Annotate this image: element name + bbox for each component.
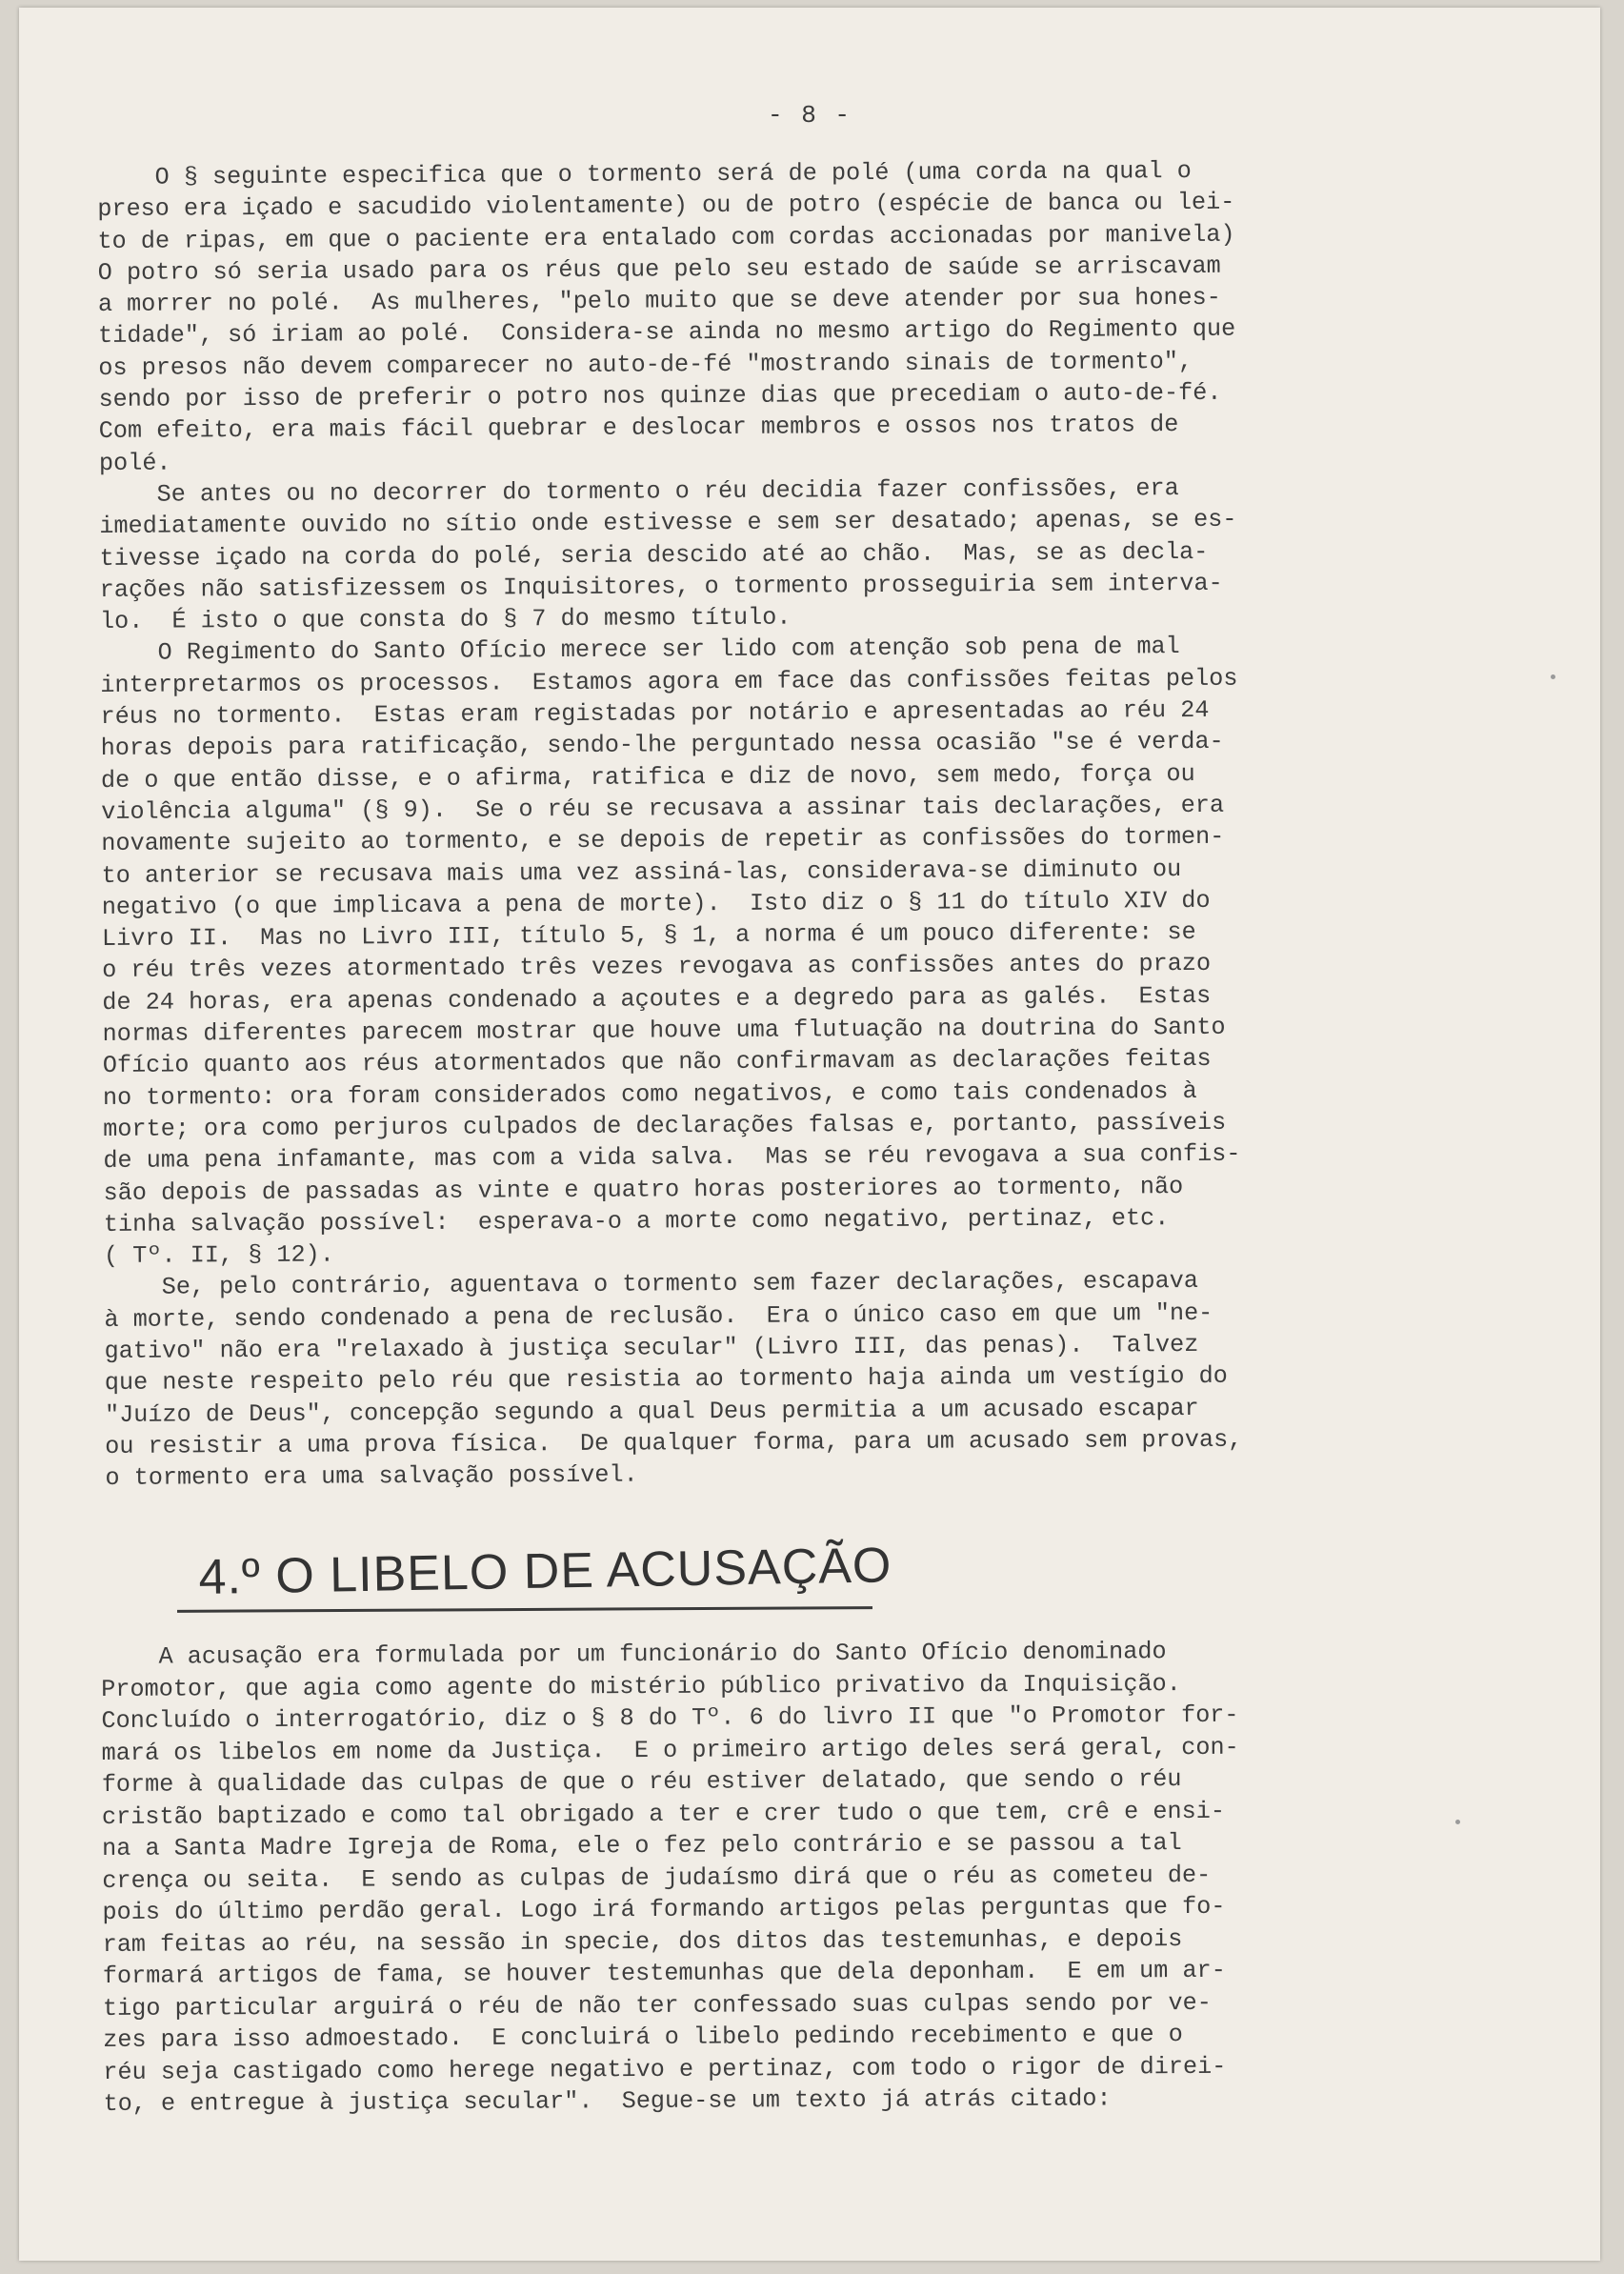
text-line: violência alguma" (§ 9). Se o réu se recusava a assinar tais declarações, era	[101, 791, 1225, 826]
text-line: a morrer no polé. As mulheres, "pelo muito que se deve atender por sua hones-	[97, 283, 1221, 319]
text-line: preso era içado e sacudido violentamente) ou de potro (espécie de banca ou lei-	[97, 189, 1235, 224]
heading-underline	[177, 1606, 872, 1613]
text-line: mará os libelos em nome da Justiça. E o primeiro artigo deles será geral, con-	[101, 1733, 1239, 1767]
text-line: to, e entregue à justiça secular". Segue-se um texto já atrás citado:	[103, 2084, 1112, 2118]
text-line: pois do último perdão geral. Logo irá formando artigos pelas perguntas que fo-	[102, 1892, 1226, 1926]
text-line: zes para isso admoestado. E concluirá o libelo pedindo recebimento e que o	[103, 2021, 1183, 2054]
text-line: cristão baptizado e como tal obrigado a ter e crer tudo o que tem, crê e ensi-	[101, 1797, 1225, 1831]
text-line: ou resistir a uma prova física. De qualquer forma, para um acusado sem provas,	[105, 1425, 1243, 1460]
text-line: os presos não devem comparecer no auto-de-fé "mostrando sinais de tormento",	[98, 347, 1193, 382]
text-line: Se, pelo contrário, aguentava o tormento sem fazer declarações, escapava	[104, 1267, 1199, 1302]
section-text-libelo	[101, 1635, 1447, 2121]
text-line: réus no tormento. Estas eram registadas por notário e apresentadas ao réu 24	[100, 695, 1210, 732]
text-line: Concluído o interrogatório, diz o § 8 do Tº. 6 do livro II que "o Promotor for-	[101, 1700, 1239, 1735]
text-line: morte; ora como perjuros culpados de declarações falsas e, portanto, passíveis	[103, 1108, 1227, 1143]
text-line: o réu três vezes atormentado três vezes revogava as confissões antes do prazo	[102, 950, 1212, 985]
text-line: interpretarmos os processos. Estamos agora em face das confissões feitas pelos	[100, 664, 1238, 699]
text-line: que neste respeito pelo réu que resistia ao tormento haja ainda um vestígio do	[104, 1362, 1228, 1398]
text-line: tidade", só iriam ao polé. Considera-se ainda no mesmo artigo do Regimento que	[98, 315, 1236, 351]
text-line: Se antes ou no decorrer do tormento o réu decidia fazer confissões, era	[99, 474, 1179, 509]
text-line: ram feitas ao réu, na sessão in specie, dos ditos das testemunhas, e depois	[102, 1924, 1183, 1959]
text-line: horas depois para ratificação, sendo-lhe perguntado nessa ocasião "se é verda-	[100, 728, 1224, 763]
text-line: réu seja castigado como herege negativo e pertinaz, com todo o rigor de direi-	[103, 2052, 1227, 2086]
text-line: à morte, sendo condenado a pena de reclusão. Era o único caso em que um "ne-	[104, 1298, 1213, 1334]
text-line: Promotor, que agia como agente do mistério público privativo da Inquisição.	[101, 1669, 1181, 1703]
text-line: tinha salvação possível: esperava-o a morte como negativo, pertinaz, etc.	[103, 1203, 1170, 1238]
text-line: tigo particular arguirá o réu de não ter confessado suas culpas sendo por ve-	[102, 1988, 1212, 2022]
text-line: lo. É isto o que consta do § 7 do mesmo título.	[99, 603, 792, 636]
text-line: negativo (o que implicava a pena de morte). Isto diz o § 11 do título XIV do	[101, 886, 1211, 921]
text-line: Ofício quanto aos réus atormentados que não confirmavam as declarações feitas	[102, 1045, 1212, 1080]
text-line: são depois de passadas as vinte e quatro horas posteriores ao tormento, não	[103, 1172, 1184, 1207]
text-line: novamente sujeito ao tormento, e se depois de repetir as confissões do tormen-	[101, 823, 1225, 858]
page-number: - 8 -	[767, 101, 852, 130]
text-line: tivesse içado na corda do polé, seria descido até ao chão. Mas, se as decla-	[99, 537, 1209, 573]
text-line: rações não satisfizessem os Inquisitores, o tormento prosseguiria sem interva-	[99, 569, 1223, 604]
paper-speck	[1455, 1820, 1460, 1824]
text-line: na a Santa Madre Igreja de Roma, ele o fez pelo contrário e se passou a tal	[102, 1829, 1182, 1862]
text-line: gativo" não era "relaxado à justiça secular" (Livro III, das penas). Talvez	[104, 1330, 1199, 1365]
text-line: Livro II. Mas no Livro III, título 5, § 1, a norma é um pouco diferente: se	[101, 918, 1196, 954]
document-page	[19, 8, 1600, 2261]
text-line: normas diferentes parecem mostrar que houve uma flutuação na doutrina do Santo	[102, 1013, 1226, 1048]
text-line: "Juízo de Deus", concepção segundo a qual Deus permitia a um acusado escapar	[104, 1394, 1199, 1429]
section-text-tormento	[97, 153, 1449, 1494]
text-line: Com efeito, era mais fácil quebrar e deslocar membros e ossos nos tratos de	[98, 411, 1179, 446]
text-line: de uma pena infamante, mas com a vida salva. Mas se réu revogava a sua confis-	[103, 1139, 1241, 1176]
paper-speck	[1551, 674, 1555, 679]
text-line: crença ou seita. E sendo as culpas de judaísmo dirá que o réu as cometeu de-	[102, 1861, 1212, 1895]
text-line: forme à qualidade das culpas de que o réu estiver delatado, que sendo o réu	[101, 1765, 1182, 1799]
text-line: de o que então disse, e o afirma, ratifica e diz de novo, sem medo, força ou	[100, 759, 1195, 795]
text-line: o tormento era uma salvação possível.	[105, 1460, 638, 1493]
text-line: no tormento: ora foram considerados como negativos, e como tais condenados à	[102, 1077, 1197, 1112]
text-line: polé.	[98, 449, 171, 477]
text-line: to anterior se recusava mais uma vez assiná-las, considerava-se diminuto ou	[101, 855, 1182, 890]
text-line: A acusação era formulada por um funcionário do Santo Ofício denominado	[101, 1638, 1167, 1671]
text-line: O potro só seria usado para os réus que pelo seu estado de saúde se arriscavam	[97, 252, 1221, 287]
text-line: to de ripas, em que o paciente era entalado com cordas accionadas por manivela)	[97, 220, 1235, 255]
text-line: O § seguinte especifica que o tormento será de polé (uma corda na qual o	[97, 156, 1192, 191]
text-line: formará artigos de fama, se houver testemunhas que dela deponham. E em um ar-	[102, 1956, 1226, 1990]
text-line: imediatamente ouvido no sítio onde estivesse e sem ser desatado; apenas, se es-	[99, 505, 1237, 541]
text-line: ( Tº. II, § 12).	[103, 1240, 334, 1271]
section-heading: 4.º O LIBELO DE ACUSAÇÃO	[198, 1538, 892, 1605]
text-line: de 24 horas, era apenas condenado a açoutes e a degredo para as galés. Estas	[102, 981, 1212, 1016]
text-line: sendo por isso de preferir o potro nos quinze dias que precediam o auto-de-fé.	[98, 378, 1222, 414]
text-line: O Regimento do Santo Ofício merece ser lido com atenção sob pena de mal	[100, 633, 1180, 668]
